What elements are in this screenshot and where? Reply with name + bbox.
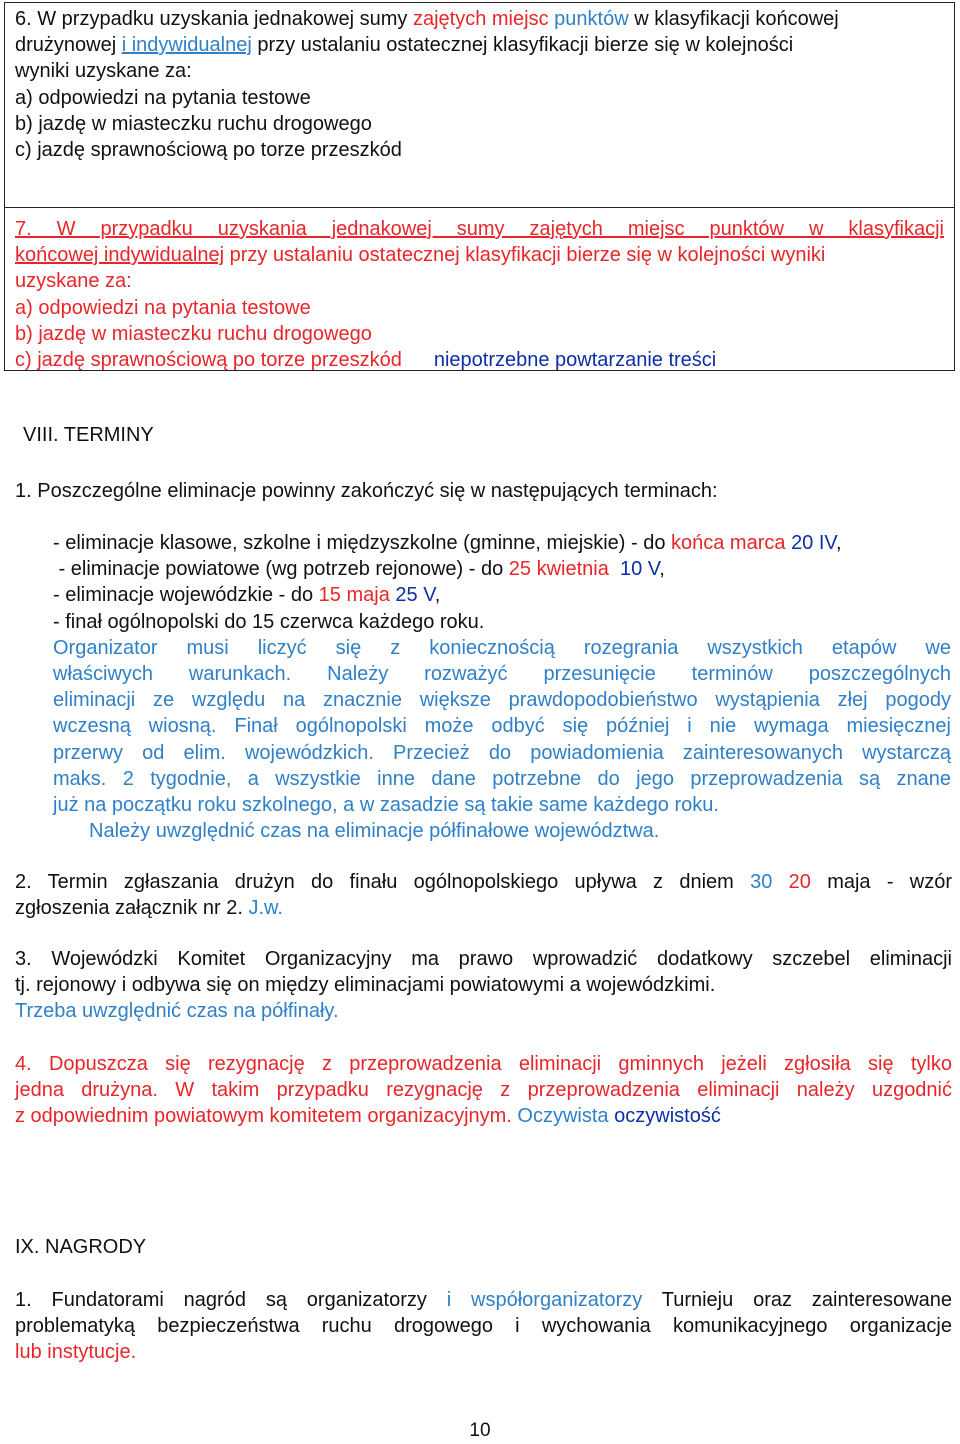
rule-7-item-b: b) jazdę w miasteczku ruchu drogowego: [15, 322, 372, 345]
strike-text: zajętych miejsc: [412, 8, 549, 30]
editor-comment-terminy: Organizator musi liczyć się z koniecznością rozegrania wszystkich etapów we właściwych warunkach. Należy rozważyć przesunięcie terminów poszczególnych eliminacji ze względu na znacznie większe prawdopodobieństwo wystąpienia złej pogody wczesną wiosną. Finał ogólnopolski może odbyć się później i nie wymaga miesięcznej przerwy od elim. wojewódzkich. Przecież do powiadomienia zainteresowanych wystarczą maks. 2 tygodnie, a wszystkie inne dane potrzebne do jego przeprowadzenia są znane już na początku roku szkolnego, a w zasadzie są takie same każdego roku. Należy uwzględnić czas na eliminacje półfinałowe województwa.: [53, 636, 951, 843]
section-heading-nagrody: IX. NAGRODY: [15, 1236, 147, 1258]
rule-6-item-a: a) odpowiedzi na pytania testowe: [15, 86, 311, 109]
deadline-class: - eliminacje klasowe, szkolne i międzyszkolne (gminne, miejskie) - do końca marca 20 IV,: [53, 532, 842, 554]
rule-7-line-3: uzyskane za:: [15, 270, 132, 293]
terminy-point-4: 4. Dopuszcza się rezygnację z przeprowadzenia eliminacji gminnych jeżeli zgłosiła się tylko jedna drużyna. W takim przypadku rezygnację z przeprowadzenia eliminacji należy uzgodnić z odpowiednim powiatowym komitetem organizacyjnym. Oczywista oczywistość: [15, 1053, 952, 1128]
section-heading-terminy: VIII. TERMINY: [23, 424, 154, 446]
deadline-final: - finał ogólnopolski do 15 czerwca każdego roku.: [53, 610, 485, 633]
rule-6-line-2: drużynowej i indywidualnej przy ustalaniu ostatecznej klasyfikacji bierze się w kolejności: [15, 34, 794, 57]
nagrody-point-1: 1. Fundatorami nagród są organizatorzy i współorganizatorzy Turnieju oraz zainteresowane problematyką bezpieczeństwa ruchu drogowego i wychowania komunikacyjnego organizacje lub instytucje.: [15, 1289, 952, 1364]
editor-comment: niepotrzebne powtarzanie treści: [433, 349, 717, 372]
terminy-point-1: 1. Poszczególne eliminacje powinny zakończyć się w następujących terminach:: [15, 480, 718, 502]
rule-7-item-a: a) odpowiedzi na pytania testowe: [15, 296, 311, 319]
rule-6-item-c: c) jazdę sprawnościową po torze przeszkód: [15, 139, 402, 162]
elimination-deadlines: [53, 530, 951, 844]
page-number: 10: [469, 1420, 491, 1441]
rule-7-box: [4, 207, 955, 371]
deadline-voivodeship: - eliminacje wojewódzkie - do 15 maja 25 V,: [53, 584, 441, 607]
rule-6-line-1: 6. W przypadku uzyskania jednakowej sumy zajętych miejsc punktów w klasyfikacji końcowej: [15, 8, 839, 30]
terminy-point-2: 2. Termin zgłaszania drużyn do finału ogólnopolskiego upływa z dniem 30 20 maja - wzór zgłoszenia załącznik nr 2. J.w.: [15, 871, 953, 920]
rule-7-item-c: c) jazdę sprawnościową po torze przeszkód niepotrzebne powtarzanie treści: [15, 349, 717, 372]
inserted-text: i indywidualnej: [121, 34, 252, 57]
rule-7-line-1: 7. W przypadku uzyskania jednakowej sumy zajętych miejsc punktów w klasyfikacji: [15, 218, 944, 240]
rule-6-line-3: wyniki uzyskane za:: [15, 60, 192, 83]
rule-6-box: [4, 2, 955, 208]
terminy-point-3: 3. Wojewódzki Komitet Organizacyjny ma prawo wprowadzić dodatkowy szczebel eliminacji tj. rejonowy i odbywa się on między eliminacjami powiatowymi a wojewódzkimi. Trzeba uwzględnić czas na półfinały.: [15, 948, 952, 1023]
deadline-county: - eliminacje powiatowe (wg potrzeb rejonowe) - do 25 kwietnia 10 V,: [53, 558, 665, 581]
rule-7-line-2: końcowej indywidualnej przy ustalaniu ostatecznej klasyfikacji bierze się w kolejności wyniki: [15, 244, 826, 267]
inserted-text: punktów: [554, 8, 629, 30]
rule-6-item-b: b) jazdę w miasteczku ruchu drogowego: [15, 112, 372, 135]
